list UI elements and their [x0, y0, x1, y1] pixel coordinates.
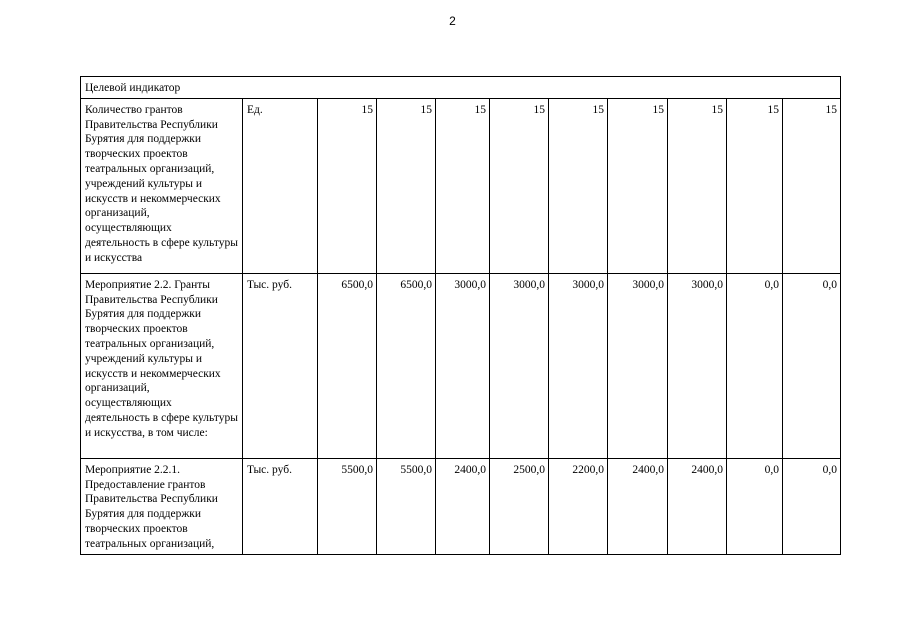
unit-cell: Тыс. руб.: [243, 273, 318, 458]
table-row: [81, 458, 841, 554]
section-title: Целевой индикатор: [81, 77, 841, 99]
indicator-name: Количество грантов Правительства Республики Бурятия для поддержки творческих проектов театральных организаций, учреждений культуры и искусств и некоммерческих организаций, осуществляющих деятельность в сфере культуры и искусства: [81, 98, 243, 273]
value-cell: 2400,0: [436, 458, 490, 554]
value-cell: 15: [608, 98, 668, 273]
value-cell: 6500,0: [377, 273, 436, 458]
value-cell: 3000,0: [549, 273, 608, 458]
indicators-table: [80, 76, 841, 555]
value-cell: 3000,0: [608, 273, 668, 458]
value-cell: 2500,0: [490, 458, 549, 554]
value-cell: 3000,0: [490, 273, 549, 458]
value-cell: 2400,0: [608, 458, 668, 554]
unit-cell: Тыс. руб.: [243, 458, 318, 554]
value-cell: 0,0: [727, 458, 783, 554]
value-cell: 15: [377, 98, 436, 273]
value-cell: 0,0: [783, 273, 841, 458]
value-cell: 0,0: [783, 458, 841, 554]
measure-name: Мероприятие 2.2.1. Предоставление грантов Правительства Республики Бурятия для поддержки творческих проектов театральных организаций,: [81, 458, 243, 554]
value-cell: 0,0: [727, 273, 783, 458]
value-cell: 15: [490, 98, 549, 273]
value-cell: 2400,0: [668, 458, 727, 554]
unit-cell: Ед.: [243, 98, 318, 273]
value-cell: 2200,0: [549, 458, 608, 554]
measure-name: Мероприятие 2.2. Гранты Правительства Республики Бурятия для поддержки творческих проектов театральных организаций, учреждений культуры и искусств и некоммерческих организаций, осуществляющих деятельность в сфере культуры и искусства, в том числе:: [81, 273, 243, 458]
page-number: 2: [449, 14, 456, 28]
value-cell: 15: [783, 98, 841, 273]
value-cell: 15: [727, 98, 783, 273]
table-row: [81, 273, 841, 458]
value-cell: 15: [318, 98, 377, 273]
value-cell: 5500,0: [318, 458, 377, 554]
value-cell: 6500,0: [318, 273, 377, 458]
value-cell: 15: [668, 98, 727, 273]
section-header-row: [81, 77, 841, 99]
table-row: [81, 98, 841, 273]
value-cell: 3000,0: [668, 273, 727, 458]
value-cell: 3000,0: [436, 273, 490, 458]
value-cell: 15: [549, 98, 608, 273]
value-cell: 15: [436, 98, 490, 273]
value-cell: 5500,0: [377, 458, 436, 554]
